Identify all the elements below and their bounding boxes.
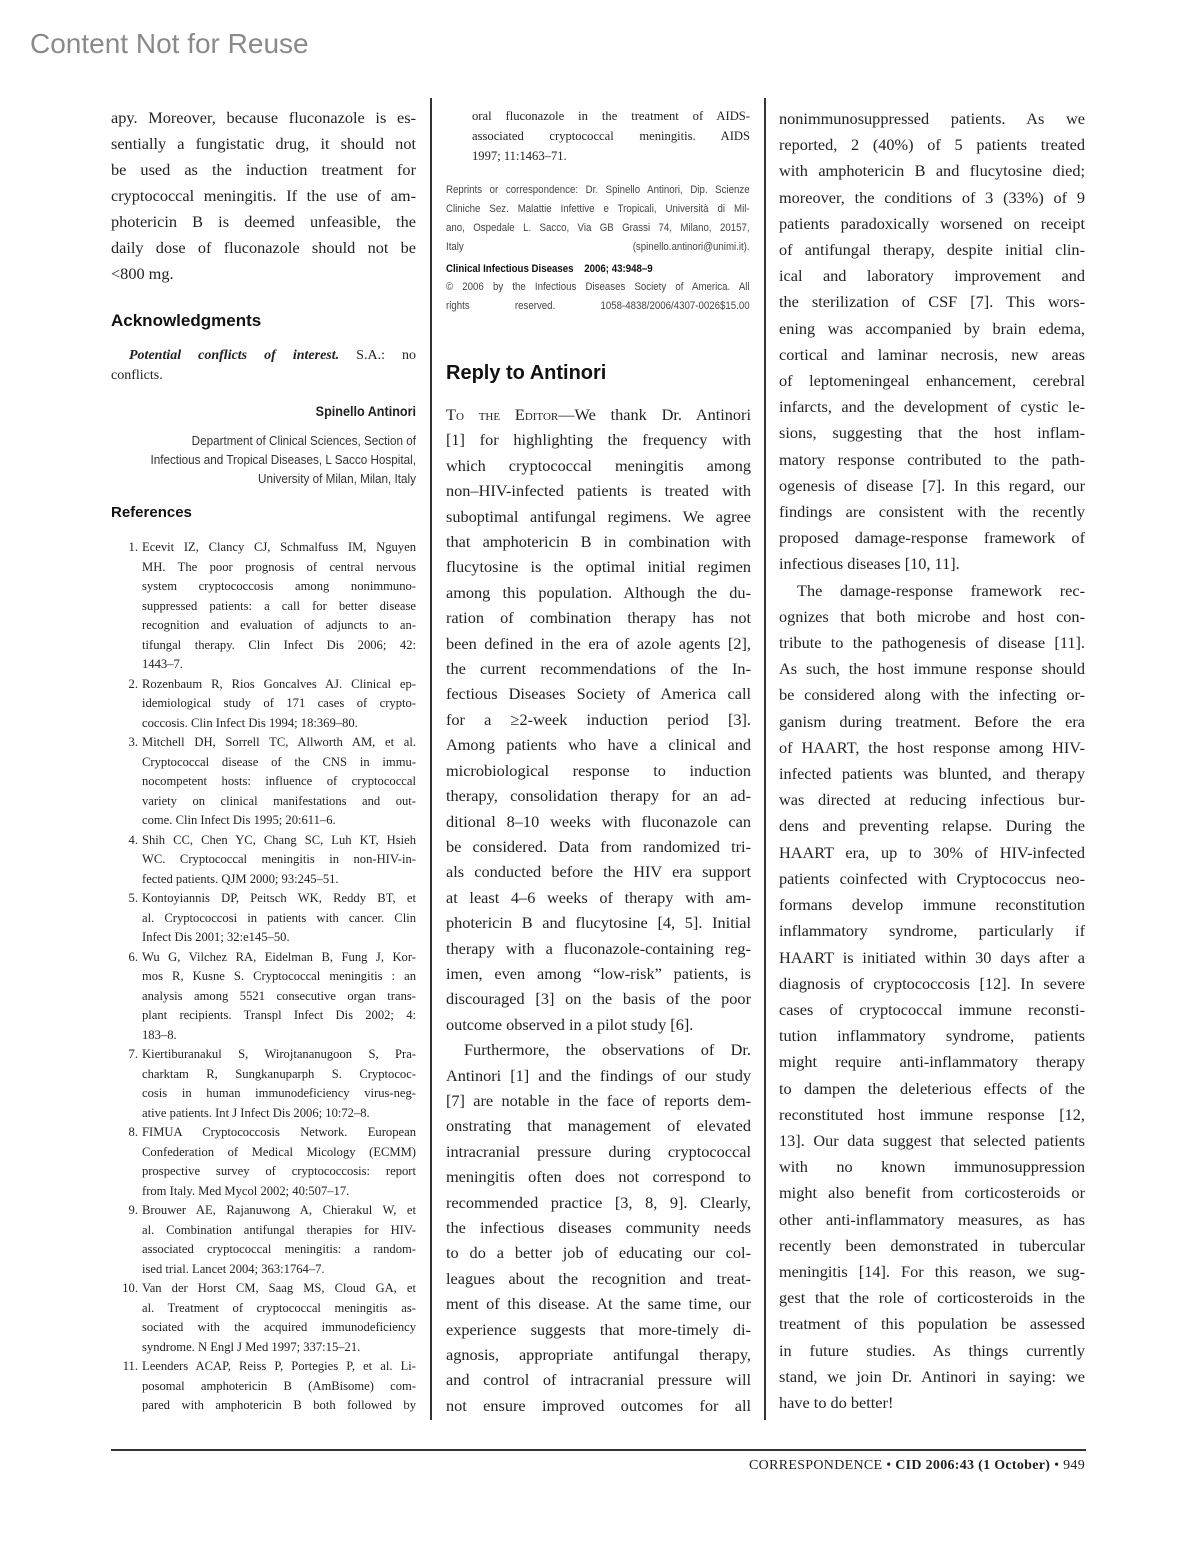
text-line: Shih CC, Chen YC, Chang SC, Luh KT, Hsieh — [142, 832, 416, 847]
text-line: non–HIV-infected patients is treated with — [446, 481, 751, 501]
text-line: Cryptococcal disease of the CNS in immu- — [142, 754, 416, 769]
text-line: that amphotericin B in combination with — [446, 532, 751, 552]
text-line: proposed damage-response framework of — [779, 528, 1085, 548]
text-line: recently been demonstrated in tubercular — [779, 1235, 1085, 1255]
text-line: syndrome. N Engl J Med 1997; 337:15–21. — [142, 1339, 361, 1354]
text-line: photericin B and flucytosine [4, 5]. Initial — [446, 913, 751, 933]
text-line: charktam R, Sungkanuparph S. Cryptococ- — [142, 1066, 416, 1081]
text-line: al. Cryptococcosi in patients with cancer. Clin — [142, 910, 416, 925]
watermark: Content Not for Reuse — [30, 28, 309, 59]
affiliation-line: Department of Clinical Sciences, Section of — [191, 433, 416, 448]
text-line: Brouwer AE, Rajanuwong A, Chierakul W, et — [142, 1203, 416, 1217]
reference-item — [111, 1045, 416, 1123]
reference-item — [111, 1123, 416, 1201]
text-line: at least 4–6 weeks of therapy with am- — [446, 887, 751, 907]
text-line: Van der Horst CM, Saag MS, Cloud GA, et — [142, 1281, 416, 1295]
text-line: photericin B is deemed unfeasible, the — [111, 212, 416, 231]
text-line: coccosis. Clin Infect Dis 1994; 18:369–80. — [142, 715, 358, 730]
footer-section: CORRESPONDENCE — [749, 1458, 883, 1473]
paragraph — [779, 106, 1085, 578]
text-line: FIMUA Cryptococcosis Network. European — [142, 1125, 416, 1139]
text-line: have to do better! — [779, 1392, 894, 1412]
text-line: Among patients who have a clinical and — [446, 735, 751, 755]
text-line: posomal amphotericin B (AmBisome) com- — [142, 1378, 416, 1393]
text-line: diagnosis of cryptococcosis [12]. In severe — [779, 973, 1085, 993]
reference-continuation — [472, 106, 750, 166]
conflicts-text: S.A.: no — [356, 348, 416, 363]
author-name: Spinello Antinori — [315, 403, 416, 419]
reference-number: 10. — [122, 1281, 138, 1295]
page-number: 949 — [1063, 1458, 1085, 1473]
text-line: cryptococcal meningitis. If the use of am- — [111, 186, 416, 205]
reprints-note — [446, 181, 750, 257]
column-divider — [430, 98, 432, 1420]
text-line: intracranial pressure during cryptococcal — [446, 1141, 751, 1161]
text-line: oral fluconazole in the treatment of AIDS- — [472, 109, 750, 123]
text-line: associated cryptococcal meningitis. AIDS — [472, 129, 750, 143]
copyright-note — [446, 278, 750, 316]
text-line: suppressed patients: a call for better disease — [142, 598, 416, 613]
journal-name: Clinical Infectious Diseases — [446, 263, 574, 275]
text-line: flucytosine is the optimal initial regimen — [446, 557, 751, 577]
references-heading: References — [111, 504, 192, 521]
text-line: of antifungal therapy, despite initial clin- — [779, 240, 1085, 260]
text-line: Italy (spinello.antinori@unimi.it). — [446, 241, 750, 253]
acknowledgments-heading: Acknowledgments — [111, 311, 262, 330]
text-line: in future studies. As things currently — [779, 1340, 1085, 1360]
text-line: ditional 8–10 weeks with fluconazole can — [446, 811, 751, 831]
text-line: dens and preventing relapse. During the — [779, 816, 1085, 836]
text-line: fected patients. QJM 2000; 93:245–51. — [142, 871, 339, 886]
reference-list — [111, 538, 416, 1416]
text-line: therapy, consolidation therapy for an ad- — [446, 786, 751, 806]
text-line: As such, the host immune response should — [779, 659, 1085, 679]
conflicts-statement — [111, 346, 416, 386]
text-line: matory response contributed to the path- — [779, 449, 1085, 469]
footer-separator: • — [886, 1458, 892, 1473]
reference-number: 7. — [128, 1047, 138, 1061]
column-divider — [764, 98, 766, 1420]
text-line: al. Combination antifungal therapies for HIV- — [142, 1222, 416, 1237]
text-line: recognition and evaluation of adjuncts to an- — [142, 618, 416, 632]
text-line: plant recipients. Transpl Infect Dis 2002; 4: — [142, 1008, 416, 1022]
reference-item — [111, 1279, 416, 1357]
text-line: inflammatory syndrome, particularly if — [779, 921, 1085, 941]
text-line: apy. Moreover, because fluconazole is es- — [111, 108, 416, 127]
text-line: ised trial. Lancet 2004; 363:1764–7. — [142, 1261, 325, 1276]
text-line: infected patients was blunted, and therapy — [779, 764, 1085, 784]
text-line: suboptimal antifungal regimens. We agree — [446, 506, 751, 526]
reference-item — [111, 889, 416, 948]
text-line: be used as the induction treatment for — [111, 160, 416, 179]
text-line: pared with amphotericin B both followed by — [142, 1398, 416, 1412]
text-line: formans develop immune reconstitution — [779, 895, 1085, 915]
reference-number: 5. — [128, 891, 138, 905]
footer-citation: CID 2006:43 (1 October) — [895, 1458, 1051, 1473]
reference-number: 11. — [122, 1359, 138, 1373]
text-line: tution inflammatory syndrome, patients — [779, 1026, 1085, 1046]
text-line: infarcts, and the development of cystic le- — [779, 397, 1085, 417]
paragraph — [779, 578, 1085, 1417]
reference-number: 9. — [128, 1203, 138, 1217]
conflicts-label: Potential conflicts of interest. — [129, 348, 340, 363]
text-line: with amphotericin B and flucytosine died; — [779, 161, 1085, 181]
text-line: ano, Ospedale L. Sacco, Via GB Grassi 74, Milano, 20157, — [446, 222, 750, 234]
reference-number: 4. — [128, 832, 138, 847]
footer-separator: • — [1054, 1458, 1060, 1473]
text-line: gest that the role of corticosteroids in the — [779, 1288, 1085, 1308]
text-line: ganism during treatment. Before the era — [779, 711, 1085, 731]
reference-item — [111, 538, 416, 675]
text-line: be considered. Data from randomized tri- — [446, 836, 751, 856]
reference-number: 3. — [128, 735, 138, 749]
col3-body — [779, 106, 1085, 1416]
col2-body — [446, 402, 751, 1418]
text-line: MH. The poor prognosis of central nervous — [142, 559, 416, 574]
text-line: meningitis often does not correspond to — [446, 1167, 751, 1187]
reference-number: 1. — [128, 540, 138, 554]
text-line: rights reserved. 1058-4838/2006/4307-0026$15.00 — [446, 300, 750, 312]
text-line: HAART era, up to 30% of HIV-infected — [779, 842, 1085, 862]
text-line: discouraged [3] on the basis of the poor — [446, 989, 751, 1009]
reference-item — [111, 733, 416, 831]
text-line: conflicts. — [111, 368, 163, 383]
text-line: the sterilization of CSF [7]. This wors- — [779, 292, 1085, 312]
reference-item — [111, 1357, 416, 1416]
text-line: associated cryptococcal meningitis: a random- — [142, 1242, 416, 1256]
text-line: findings are consistent with the recently — [779, 502, 1085, 522]
salutation: To the Editor — [446, 405, 559, 424]
text-line: was directed at reducing infectious bur- — [779, 790, 1085, 810]
text-line: als conducted before the HIV era support — [446, 862, 751, 882]
text-line: nocompetent hosts: influence of cryptococcal — [142, 774, 416, 788]
text-line: ration of combination therapy has not — [446, 608, 751, 628]
text-line: Infect Dis 2001; 32:e145–50. — [142, 930, 290, 944]
paragraph — [111, 105, 416, 287]
text-line: Wu G, Vilchez RA, Eidelman B, Fung J, Kor- — [142, 949, 416, 964]
text-line: prospective survey of cryptococcosis: report — [142, 1164, 416, 1178]
text-line: sociated with the acquired immunodeficiency — [142, 1320, 416, 1334]
text-line: Ecevit IZ, Clancy CJ, Schmalfuss IM, Nguyen — [142, 540, 416, 554]
text-line: patients coinfected with Cryptococcus neo- — [779, 868, 1085, 888]
text-line: reported, 2 (40%) of 5 patients treated — [779, 135, 1085, 155]
text-line: [1] for highlighting the frequency with — [446, 430, 751, 450]
text-line: 183–8. — [142, 1027, 177, 1042]
text-line: which cryptococcal meningitis among — [446, 455, 751, 475]
reference-number: 6. — [128, 949, 138, 964]
text-line: the infectious diseases community needs — [446, 1218, 751, 1237]
text-line: mos R, Kusne S. Cryptococcal meningitis : an — [142, 969, 416, 983]
text-line: sentially a fungistatic drug, it should not — [111, 134, 416, 153]
text-line: ative patients. Int J Infect Dis 2006; 10:72–8. — [142, 1105, 370, 1120]
text-line: © 2006 by the Infectious Diseases Society of America. All — [446, 281, 750, 293]
text-line: might also benefit from corticosteroids or — [779, 1183, 1085, 1203]
text-line: leagues about the recognition and treat- — [446, 1268, 751, 1288]
text-line: ment of this disease. At the same time, our — [446, 1294, 751, 1314]
text-line: reconstituted host immune response [12, — [779, 1104, 1085, 1124]
text-line: cosis in human immunodeficiency virus-neg- — [142, 1086, 416, 1100]
text-segment: —We thank Dr. Antinori — [558, 405, 752, 424]
affiliation-line: Infectious and Tropical Diseases, L Sacco Hospital, — [150, 452, 416, 467]
text-line: agnosis, appropriate antifungal therapy, — [446, 1345, 751, 1365]
text-line: ical and laboratory improvement and — [779, 266, 1085, 286]
text-line: idemiological study of 171 cases of crypto- — [142, 696, 416, 710]
text-line: <800 mg. — [111, 264, 174, 283]
reference-item — [111, 948, 416, 1046]
text-line: Mitchell DH, Sorrell TC, Allworth AM, et al. — [142, 735, 416, 749]
page-footer — [749, 1458, 1085, 1474]
text-line: HAART is initiated within 30 days after a — [779, 947, 1085, 967]
reference-item — [111, 831, 416, 890]
text-line: other anti-inflammatory measures, as has — [779, 1209, 1085, 1229]
text-line: The damage-response framework rec- — [797, 580, 1085, 600]
text-line: treatment of this population be assessed — [779, 1314, 1085, 1334]
journal-info — [446, 260, 750, 279]
text-line: stand, we join Dr. Antinori in saying: we — [779, 1366, 1085, 1386]
text-line: ognizes that both microbe and host con- — [779, 606, 1085, 626]
text-line: imen, even among “low-risk” patients, is — [446, 963, 751, 983]
text-line: system cryptococcosis among nonimmuno- — [142, 579, 416, 593]
text-line: [7] are notable in the face of reports dem- — [446, 1090, 751, 1110]
text-line — [111, 346, 416, 366]
text-line: been defined in the era of azole agents [2], — [446, 633, 751, 653]
text-line: and control of intracranial pressure will — [446, 1370, 751, 1390]
text-line: WC. Cryptococcal meningitis in non-HIV-in- — [142, 852, 416, 866]
text-line: cases of cryptococcal immune reconsti- — [779, 999, 1085, 1019]
text-line: 13]. Our data suggest that selected patients — [779, 1130, 1085, 1150]
text-line: analysis among 5521 consecutive organ trans- — [142, 988, 416, 1003]
text-line: come. Clin Infect Dis 1995; 20:611–6. — [142, 813, 336, 827]
journal-citation: 2006; 43:948–9 — [584, 263, 653, 275]
text-line: cortical and laminar necrosis, new areas — [779, 344, 1085, 364]
text-line: Antinori [1] and the findings of our study — [446, 1065, 751, 1085]
text-line: meningitis [14]. For this reason, we sug- — [779, 1261, 1085, 1281]
text-line: Cliniche Sez. Malattie Infettive e Tropicali, Università di Mil- — [446, 203, 750, 215]
footer-rule — [111, 1449, 1086, 1451]
text-line: patients paradoxically worsened on receipt — [779, 213, 1085, 233]
reference-number: 8. — [128, 1125, 138, 1139]
author-affiliation — [110, 431, 416, 488]
col1-body — [111, 105, 416, 287]
text-line: not ensure improved outcomes for all — [446, 1395, 751, 1415]
reference-number: 2. — [128, 676, 138, 691]
text-line: Rozenbaum R, Rios Goncalves AJ. Clinical ep- — [142, 676, 416, 691]
text-line — [446, 402, 751, 427]
text-line: for a ≥2-week induction period [3]. — [446, 709, 751, 729]
text-line: moreover, the conditions of 3 (33%) of 9 — [779, 187, 1085, 207]
text-line: al. Treatment of cryptococcal meningitis as- — [142, 1300, 416, 1315]
text-line: be considered along with the infecting or- — [779, 685, 1085, 705]
text-line: outcome observed in a pilot study [6]. — [446, 1014, 694, 1034]
text-line: infectious diseases [10, 11]. — [779, 554, 960, 574]
affiliation-line: University of Milan, Milan, Italy — [257, 471, 416, 486]
text-line: therapy with a fluconazole-containing reg- — [446, 938, 751, 958]
text-line: to do a better job of educating our col- — [446, 1243, 751, 1263]
text-line: fectious Diseases Society of America call — [446, 684, 751, 704]
reference-item — [111, 675, 416, 734]
text-line: might require anti-inflammatory therapy — [779, 1052, 1085, 1072]
text-line: daily dose of fluconazole should not be — [111, 238, 416, 257]
text-line: with no known immunosuppression — [779, 1157, 1085, 1177]
text-line: onstrating that management of elevated — [446, 1116, 751, 1136]
text-line: Leenders ACAP, Reiss P, Portegies P, et al. Li- — [142, 1359, 416, 1373]
text-line: ogenesis of disease [7]. In this regard, our — [779, 475, 1085, 495]
text-line: tribute to the pathogenesis of disease [11]. — [779, 633, 1085, 653]
text-line: Kiertiburanakul S, Wirojtananugoon S, Pra- — [142, 1047, 416, 1061]
text-line: ening was accompanied by brain edema, — [779, 318, 1085, 338]
reference-item — [111, 1201, 416, 1279]
text-line: the current recommendations of the In- — [446, 659, 751, 679]
paragraph — [446, 1037, 751, 1418]
paragraph — [446, 402, 751, 1037]
text-line: variety on clinical manifestations and out- — [142, 793, 416, 808]
text-line: nonimmunosuppressed patients. As we — [779, 109, 1085, 128]
text-line: Furthermore, the observations of Dr. — [464, 1040, 751, 1060]
text-line: recommended practice [3, 8, 9]. Clearly, — [446, 1192, 751, 1212]
text-line: 1997; 11:1463–71. — [472, 149, 567, 163]
text-line: Reprints or correspondence: Dr. Spinello Antinori, Dip. Scienze — [446, 184, 750, 196]
text-line: 1443–7. — [142, 657, 183, 671]
text-line: from Italy. Med Mycol 2002; 40:507–17. — [142, 1183, 350, 1198]
text-line: of HAART, the host response among HIV- — [779, 737, 1085, 757]
text-line: sions, suggesting that the host inflam- — [779, 423, 1085, 443]
text-line: among this population. Although the du- — [446, 582, 751, 602]
text-line: Kontoyiannis DP, Peitsch WK, Reddy BT, et — [142, 891, 416, 905]
text-line: of leptomeningeal enhancement, cerebral — [779, 371, 1085, 391]
reply-heading: Reply to Antinori — [446, 362, 607, 384]
text-line: to dampen the deleterious effects of the — [779, 1078, 1085, 1098]
text-line: tifungal therapy. Clin Infect Dis 2006; 42: — [142, 637, 416, 652]
text-line: Confederation of Medical Micology (ECMM) — [142, 1144, 416, 1159]
text-line: microbiological response to induction — [446, 760, 751, 780]
text-line: experience suggests that more-timely di- — [446, 1319, 751, 1339]
